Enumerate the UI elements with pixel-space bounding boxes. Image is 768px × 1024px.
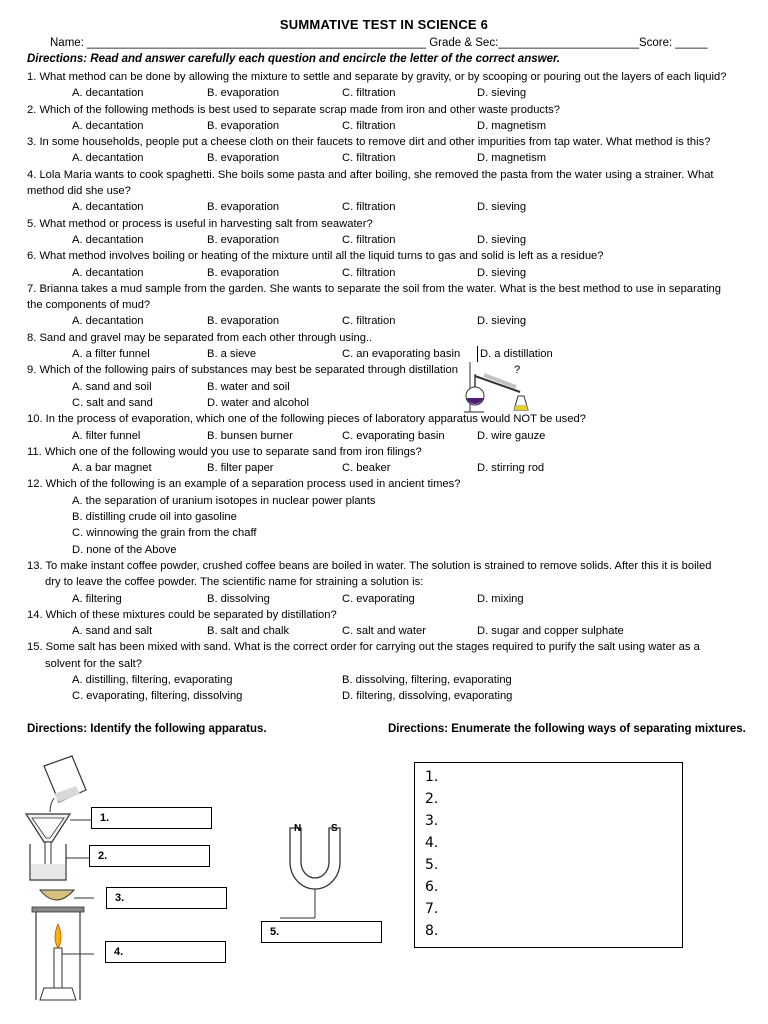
answer-option[interactable]: A. decantation: [72, 233, 144, 246]
answer-options: [27, 591, 747, 607]
magnet-pole-s: S: [331, 823, 338, 834]
answer-option[interactable]: D. sieving: [477, 266, 527, 279]
answer-options: [27, 232, 747, 248]
answer-option[interactable]: D. sieving: [477, 315, 527, 328]
answer-option[interactable]: B. water and soil: [207, 380, 290, 393]
question-text: dry to leave the coffee powder. The scientific name for straining a solution is:: [45, 576, 424, 589]
question-text: 1. What method can be done by allowing the mixture to settle and separate by gravity, or by scooping or pouring out the layers of each liquid?: [27, 71, 727, 83]
question-text: 14. Which of these mixtures could be separated by distillation?: [27, 608, 337, 621]
answer-option[interactable]: B. dissolving: [207, 592, 270, 605]
identify-apparatus-heading: Directions: Identify the following apparatus.: [27, 723, 267, 735]
question-text: 5. What method or process is useful in harvesting salt from seawater?: [27, 217, 373, 230]
question-text: 3. In some households, people put a cheese cloth on their faucets to remove dirt and other impurities from tap water. What method is this?: [27, 136, 711, 149]
question-1: [27, 69, 747, 102]
enum-item-5: 5.: [425, 857, 439, 873]
answer-option[interactable]: C. salt and sand: [72, 396, 153, 409]
answer-option[interactable]: D. a distillation: [477, 346, 590, 362]
answer-option[interactable]: D. water and alcohol: [207, 396, 309, 409]
answer-option[interactable]: D. wire gauze: [477, 429, 546, 442]
horseshoe-magnet-illustration: [280, 818, 350, 926]
answer-option[interactable]: C. filtration: [342, 119, 396, 132]
enumerate-methods-heading: Directions: Enumerate the following ways of separating mixtures.: [388, 723, 746, 735]
student-info-line: Name: _____________________________________________________ Grade & Sec:______________________Score: _____: [50, 37, 708, 49]
question-8: [27, 330, 747, 363]
question-text: solvent for the salt?: [45, 657, 143, 670]
answer-option[interactable]: A. decantation: [72, 119, 144, 132]
answer-option[interactable]: D. none of the Above: [72, 543, 177, 556]
enumeration-answer-box[interactable]: [414, 762, 683, 948]
answer-options: [27, 395, 747, 411]
answer-option[interactable]: B. dissolving, filtering, evaporating: [342, 673, 512, 686]
question-6: [27, 248, 747, 281]
enum-item-8: 8.: [425, 923, 439, 939]
answer-options: [27, 379, 747, 395]
evaporating-dish-drawing: [32, 890, 94, 912]
answer-option[interactable]: C. beaker: [342, 462, 391, 475]
distillation-apparatus-illustration: [462, 360, 534, 416]
question-12: [27, 476, 747, 557]
answer-option[interactable]: C. filtration: [342, 315, 396, 328]
answer-option[interactable]: C. winnowing the grain from the chaff: [72, 527, 257, 540]
answer-options: [27, 199, 747, 215]
answer-option[interactable]: B. evaporation: [207, 152, 280, 165]
question-text: the components of mud?: [27, 299, 151, 312]
answer-option[interactable]: B. evaporation: [207, 266, 280, 279]
answer-option[interactable]: A. decantation: [72, 315, 144, 328]
answer-option[interactable]: B. bunsen burner: [207, 429, 293, 442]
apparatus-answer-box-1[interactable]: 1.: [91, 807, 212, 829]
apparatus-answer-box-5[interactable]: 5.: [261, 921, 382, 943]
answer-option[interactable]: B. evaporation: [207, 87, 280, 100]
answer-option[interactable]: A. the separation of uranium isotopes in nuclear power plants: [72, 494, 376, 507]
question-15: [27, 639, 747, 704]
answer-options: [27, 623, 747, 639]
enum-item-4: 4.: [425, 835, 439, 851]
answer-options: [27, 85, 747, 101]
answer-option[interactable]: A. decantation: [72, 152, 144, 165]
answer-option[interactable]: A. decantation: [72, 201, 144, 214]
answer-options: [27, 460, 747, 476]
beaker-drawing: [30, 844, 94, 880]
answer-option[interactable]: D. filtering, dissolving, evaporating: [342, 690, 513, 703]
pouring-beaker-drawing: [44, 756, 86, 812]
question-text: 7. Brianna takes a mud sample from the garden. She wants to separate the soil from the water. What is the best method to use in separating: [27, 282, 722, 295]
answer-option[interactable]: D. sugar and copper sulphate: [477, 625, 624, 638]
answer-option[interactable]: B. evaporation: [207, 233, 280, 246]
answer-option[interactable]: A. sand and salt: [72, 625, 153, 638]
answer-options: [27, 428, 747, 444]
question-text: method did she use?: [27, 185, 131, 198]
answer-option[interactable]: C. filtration: [342, 201, 396, 214]
question-line: [27, 362, 747, 378]
question-text: 10. In the process of evaporation, which one of the following pieces of laboratory apparatus would NOT be used?: [27, 413, 586, 426]
answer-option[interactable]: A. a bar magnet: [72, 462, 152, 475]
enum-item-3: 3.: [425, 813, 439, 829]
question-text: 13. To make instant coffee powder, crushed coffee beans are boiled in water. The solution is strained to remove solids. After this it is boiled: [27, 559, 712, 572]
question-9: [27, 362, 747, 411]
magnet-pole-n: N: [294, 823, 302, 834]
question-text: 12. Which of the following is an example of a separation process used in ancient times?: [27, 478, 461, 491]
question-13: [27, 558, 747, 607]
question-5: [27, 216, 747, 249]
answer-options: [27, 265, 747, 281]
answer-option[interactable]: A. decantation: [72, 266, 144, 279]
apparatus-drawings: [14, 752, 264, 1012]
question-text: 4. Lola Maria wants to cook spaghetti. She boils some pasta and after boiling, she removed the pasta from the water using a strainer. What: [27, 168, 714, 181]
answer-option[interactable]: D. sieving: [477, 87, 527, 100]
question-suffix: ?: [513, 364, 521, 377]
apparatus-answer-box-3[interactable]: 3.: [106, 887, 227, 909]
answer-option[interactable]: C. filtration: [342, 266, 396, 279]
answer-option[interactable]: B. a sieve: [207, 348, 257, 361]
burner-drawing: [36, 912, 94, 1000]
question-14: [27, 607, 747, 640]
answer-option[interactable]: C. evaporating, filtering, dissolving: [72, 690, 243, 703]
question-4: [27, 167, 747, 216]
answer-option[interactable]: A. a filter funnel: [72, 348, 150, 361]
question-2: [27, 102, 747, 135]
question-10: [27, 411, 747, 444]
question-3: [27, 134, 747, 167]
answer-option[interactable]: C. filtration: [342, 233, 396, 246]
answer-option[interactable]: B. evaporation: [207, 315, 280, 328]
answer-option[interactable]: B. evaporation: [207, 201, 280, 214]
answer-options: [27, 150, 747, 166]
enum-item-6: 6.: [425, 879, 439, 895]
enum-item-1: 1.: [425, 769, 439, 785]
question-text: 15. Some salt has been mixed with sand. What is the correct order for carrying out the stages required to purify the salt using water as a: [27, 641, 700, 654]
question-7: [27, 281, 747, 330]
answer-option[interactable]: C. filtration: [342, 87, 396, 100]
answer-option[interactable]: D. magnetism: [477, 152, 547, 165]
question-11: [27, 444, 747, 477]
enum-item-7: 7.: [425, 901, 439, 917]
answer-option[interactable]: A. distilling, filtering, evaporating: [72, 673, 233, 686]
question-text: 9. Which of the following pairs of substances may best be separated through distillation: [27, 364, 458, 377]
question-text: 2. Which of the following methods is best used to separate scrap made from iron and other waste products?: [27, 103, 560, 116]
answer-option[interactable]: D. mixing: [477, 592, 524, 605]
answer-option[interactable]: B. evaporation: [207, 119, 280, 132]
answer-option[interactable]: A. sand and soil: [72, 380, 152, 393]
answer-options: [27, 118, 747, 134]
answer-options: [27, 688, 747, 704]
apparatus-answer-box-4[interactable]: 4.: [105, 941, 226, 963]
answer-option[interactable]: D. stirring rod: [477, 462, 545, 475]
answer-option[interactable]: A. filtering: [72, 592, 122, 605]
answer-option[interactable]: A. filter funnel: [72, 429, 141, 442]
answer-option[interactable]: C. an evaporating basin: [342, 348, 461, 361]
question-text: 11. Which one of the following would you use to separate sand from iron filings?: [27, 445, 422, 458]
test-title: SUMMATIVE TEST IN SCIENCE 6: [279, 17, 489, 32]
apparatus-answer-box-2[interactable]: 2.: [89, 845, 210, 867]
answer-option[interactable]: B. filter paper: [207, 462, 274, 475]
answer-option[interactable]: B. distilling crude oil into gasoline: [72, 511, 237, 524]
directions-text: Directions: Read and answer carefully each question and encircle the letter of the correct answer.: [27, 53, 561, 65]
answer-option[interactable]: C. filtration: [342, 152, 396, 165]
answer-option[interactable]: C. salt and water: [342, 625, 426, 638]
answer-option[interactable]: D. sieving: [477, 201, 527, 214]
answer-option[interactable]: D. sieving: [477, 233, 527, 246]
answer-option[interactable]: C. evaporating: [342, 592, 415, 605]
question-text: 6. What method involves boiling or heating of the mixture until all the liquid turns to gas and solid is left as a residue?: [27, 250, 604, 263]
answer-option[interactable]: D. magnetism: [477, 119, 547, 132]
question-text: 8. Sand and gravel may be separated from each other through using..: [27, 331, 373, 344]
enum-item-2: 2.: [425, 791, 439, 807]
question-list: [27, 69, 747, 705]
answer-options: [27, 346, 747, 362]
answer-options: [27, 313, 747, 329]
answer-option[interactable]: B. salt and chalk: [207, 625, 290, 638]
answer-option[interactable]: A. decantation: [72, 87, 144, 100]
answer-option[interactable]: C. evaporating basin: [342, 429, 445, 442]
answer-options: [27, 672, 747, 688]
